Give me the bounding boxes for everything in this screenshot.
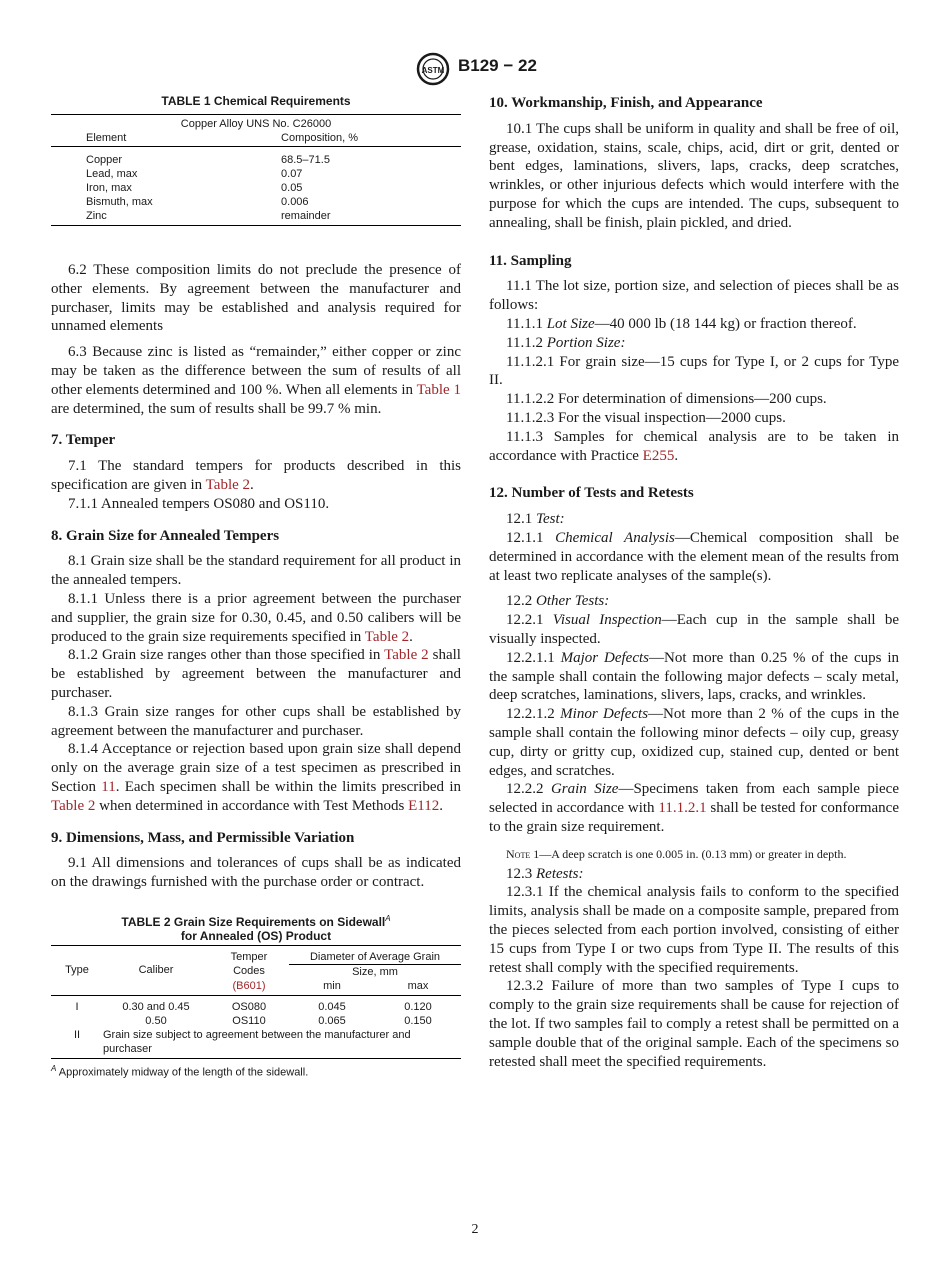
para-8-1-2: 8.1.2 Grain size ranges other than those specified in Table 2 shall be established by agreement between the manufacturer and purchaser. <box>51 647 461 701</box>
table-1-col-composition: Composition, % <box>281 132 359 144</box>
para-12-3-1: 12.3.1 If the chemical analysis fails to conform to the specified limits, analysis shall be made on a composite sample, prepared from the pieces selected from each portion involved, consisting of either 15 cups from Type I or two cups from Type II. The results of this retest shall comply with the specified requirements. <box>489 884 899 976</box>
para-9-1: 9.1 All dimensions and tolerances of cups shall be as indicated on the drawings furnished with the purchase order or contract. <box>51 855 461 891</box>
section-11-link[interactable]: 11 <box>101 778 116 795</box>
table-2-link[interactable]: Table 2 <box>364 628 410 645</box>
section-9-heading: 9. Dimensions, Mass, and Permissible Variation <box>51 829 355 846</box>
para-11-1-2-3: 11.1.2.3 For the visual inspection—2000 cups. <box>506 409 786 426</box>
astm-logo <box>413 52 453 86</box>
section-12-heading: 12. Number of Tests and Retests <box>489 485 694 502</box>
para-11-1: 11.1 The lot size, portion size, and selection of pieces shall be as follows: <box>489 278 899 314</box>
para-12-3: 12.3 Retests: <box>506 865 584 882</box>
para-11-1-2: 11.1.2 Portion Size: <box>506 334 626 351</box>
table-row: Zinc remainder <box>51 209 461 226</box>
table-2-col-type: Type <box>65 964 89 977</box>
para-8-1-1: 8.1.1 Unless there is a prior agreement between the purchaser and supplier, the grain size for 0.30, 0.45, and 0.50 calibers will be produced to the grain size requirements specified in Table 2. <box>51 590 461 645</box>
para-11-1-2-2: 11.1.2.2 For determination of dimensions—200 cups. <box>506 391 827 408</box>
logo-text: ASTM <box>421 66 445 75</box>
table-2 <box>51 912 461 1079</box>
table-2-col-min: min <box>323 979 341 992</box>
note-1: Note 1—A deep scratch is one 0.005 in. (0.13 mm) or greater in depth. <box>506 846 847 861</box>
table-row: I 0.30 and 0.45 OS080 0.045 0.120 <box>75 1000 432 1013</box>
table-2-title: TABLE 2 Grain Size Requirements on Sidewall$^A$ for Annealed (OS) Product <box>121 913 391 943</box>
para-6-2: 6.2 These composition limits do not preclude the presence of other elements. By agreement between the manufacturer and purchaser, limits may be established and analysis required for unnamed elements <box>51 262 461 335</box>
para-12-2-1-2: 12.2.1.2 Minor Defects—Not more than 2 % of the cups in the sample shall contain the following minor defects – oily cup, greasy cup, dirty or gritty cup, oxidized cup, stained cup, dented or bent edges, and scratches. <box>489 706 900 779</box>
b601-link[interactable]: (B601) <box>232 979 266 992</box>
table-row: Copper 68.5–71.5 <box>86 154 330 166</box>
table-row: 0.50 OS110 0.065 0.150 <box>145 1014 432 1027</box>
para-12-3-2: 12.3.2 Failure of more than two samples of Type I cups to comply to the grain size requirements shall be cause for rejection of the lot. If two samples fail to comply a retest shall be permitted on a sample double that of the original sample. Each of the specimens so retested shall meet the specified requirements. <box>489 978 899 1070</box>
para-12-2-1-1: 12.2.1.1 Major Defects—Not more than 0.25 % of the cups in the sample shall contain the following major defects – scaly metal, deep scratches, laminations, slivers, laps, cracks, and wrinkles. <box>489 649 900 704</box>
para-8-1-3: 8.1.3 Grain size ranges for other cups shall be established by agreement between the manufacturer and purchaser. <box>51 703 461 739</box>
table-2-link[interactable]: Table 2 <box>384 647 429 664</box>
table-2-footnote: $^A$ Approximately midway of the length of the sidewall. <box>51 1063 309 1079</box>
para-8-1-4: 8.1.4 Acceptance or rejection based upon grain size shall depend only on the average grain size of a test specimen as prescribed in Section 11. Each specimen shall be within the limits prescribed in Table 2 when determined in accordance with Test Methods E112. <box>51 741 461 814</box>
table-row: II Grain size subject to agreement between the manufacturer and purchaser <box>51 1028 461 1059</box>
section-8-heading: 8. Grain Size for Annealed Tempers <box>51 527 280 544</box>
table-1-col-element: Element <box>86 132 127 144</box>
page-header <box>0 52 950 86</box>
para-11-1-3: 11.1.3 Samples for chemical analysis are to be taken in accordance with Practice E255. <box>489 428 899 464</box>
table-2-col-caliber: Caliber <box>138 964 174 977</box>
para-7-1-1: 7.1.1 Annealed tempers OS080 and OS110. <box>68 495 330 512</box>
section-10-heading: 10. Workmanship, Finish, and Appearance <box>489 95 763 111</box>
section-11-heading: 11. Sampling <box>489 252 572 269</box>
table-1-link[interactable]: Table 1 <box>416 381 461 398</box>
para-12-2-2: 12.2.2 Grain Size—Specimens taken from each sample piece selected in accordance with 11.1.2.1 shall be tested for conformance to the grain size requirement. <box>489 781 900 835</box>
page-number: 2 <box>471 1222 479 1237</box>
table-2-link[interactable]: Table 2 <box>205 476 251 493</box>
table-2-col-max: max <box>407 979 429 992</box>
para-10-1: 10.1 The cups shall be uniform in quality and shall be free of oil, grease, oxidation, stains, scale, chips, acid, dirt or grit, dented or bent edges, laminations, slivers, laps, cracks, deep scratches, wrinkles, or other injurious defects which would interfere with the purpose for which the cups are intended. The cups, subsequent to annealing, shall be finish, plain pickled, and dried. <box>489 120 899 231</box>
table-1-alloy: Copper Alloy UNS No. C26000 <box>180 118 332 130</box>
table-1 <box>51 94 461 226</box>
table-2-grid: Type Caliber Temper Diameter of Average Grain Codes Size, mm (B601) min max I 0.30 and 0.45 OS080 0.045 0.120 0.50 OS110 0.065 0.150 II Grain size subject to agreement between the manufacturer and purchaser <box>51 945 461 1059</box>
table-row: Lead, max 0.07 <box>86 168 303 180</box>
right-column <box>489 94 899 1071</box>
para-12-1-1: 12.1.1 Chemical Analysis—Chemical composition shall be determined in accordance with the element mean of the results from at least two replicate analyses of the sample(s). <box>489 529 900 584</box>
table-1-title: TABLE 1 Chemical Requirements <box>161 94 351 108</box>
table-row: Bismuth, max 0.006 <box>86 196 309 208</box>
para-7-1: 7.1 The standard tempers for products described in this specification are given in Table 2. <box>51 458 461 493</box>
para-11-1-1: 11.1.1 Lot Size—40 000 lb (18 144 kg) or fraction thereof. <box>506 315 857 332</box>
table-2-link[interactable]: Table 2 <box>51 797 96 814</box>
para-11-1-2-1: 11.1.2.1 For grain size—15 cups for Type I, or 2 cups for Type II. <box>489 353 899 389</box>
table-2-col-diameter: Diameter of Average Grain <box>289 945 461 964</box>
standard-designation: B129 − 22 <box>458 56 537 75</box>
para-12-2: 12.2 Other Tests: <box>506 593 610 610</box>
para-8-1: 8.1 Grain size shall be the standard requirement for all product in the annealed tempers. <box>51 553 461 589</box>
section-7-heading: 7. Temper <box>51 432 116 449</box>
e112-link[interactable]: E112 <box>408 797 440 814</box>
table-row: Iron, max 0.05 <box>86 182 303 194</box>
table-1-grid <box>51 114 461 226</box>
para-6-3: 6.3 Because zinc is listed as “remainder,” either copper or zinc may be taken as the difference between the sum of results of all other elements determined and 100 %. When all elements in Table 1 are determined, the sum of results shall be 99.7 % min. <box>51 344 461 417</box>
para-12-2-1: 12.2.1 Visual Inspection—Each cup in the sample shall be visually inspected. <box>489 612 899 647</box>
e255-link[interactable]: E255 <box>642 447 675 464</box>
section-11-1-2-1-link[interactable]: 11.1.2.1 <box>658 800 707 817</box>
left-column <box>51 94 461 1079</box>
para-12-1: 12.1 Test: <box>506 511 565 528</box>
